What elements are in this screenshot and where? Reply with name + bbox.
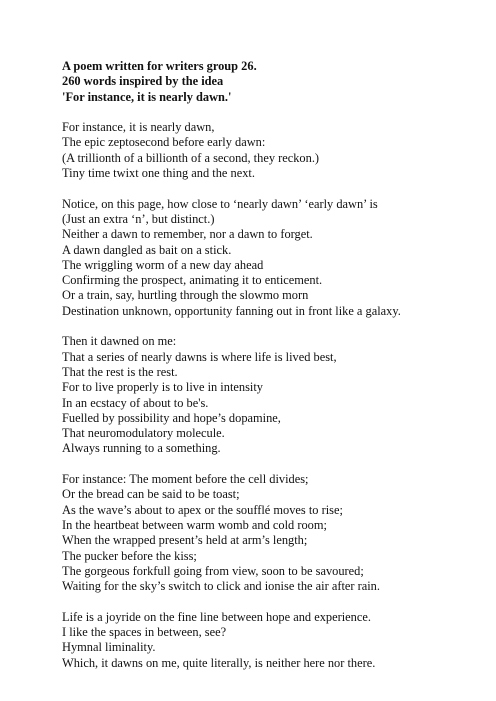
stanza-1	[62, 120, 492, 181]
stanza-5	[62, 610, 492, 671]
poem-line: Confirming the prospect, animating it to enticement.	[62, 273, 323, 288]
stanza-3	[62, 334, 492, 456]
poem-line: For instance, it is nearly dawn,	[62, 120, 215, 135]
poem-line: Destination unknown, opportunity fanning out in front like a galaxy.	[62, 303, 401, 318]
poem-line: Or the bread can be said to be toast;	[62, 487, 240, 502]
poem-line: Notice, on this page, how close to ‘nearly dawn’ ‘early dawn’ is	[62, 196, 378, 211]
poem-line: Always running to a something.	[62, 441, 221, 456]
poem-line: In an ecstacy of about to be's.	[62, 395, 209, 410]
poem-line: For instance: The moment before the cell divides;	[62, 472, 309, 487]
poem-line: The epic zeptosecond before early dawn:	[62, 135, 266, 150]
poem-line: Tiny time twixt one thing and the next.	[62, 166, 255, 181]
poem-line: Or a train, say, hurtling through the slowmo morn	[62, 288, 309, 303]
poem-line: Neither a dawn to remember, nor a dawn to forget.	[62, 227, 313, 242]
poem-line: Fuelled by possibility and hope’s dopamine,	[62, 410, 281, 425]
poem-line: Life is a joyride on the fine line between hope and experience.	[62, 609, 371, 624]
poem-line: When the wrapped present’s held at arm’s length;	[62, 533, 308, 548]
poem-line: Then it dawned on me:	[62, 334, 177, 349]
stanza-4	[62, 472, 492, 594]
poem-line: As the wave’s about to apex or the soufflé moves to rise;	[62, 502, 343, 517]
poem-line: I like the spaces in between, see?	[62, 624, 227, 639]
stanza-2	[62, 197, 492, 319]
poem-line: That the rest is the rest.	[62, 364, 178, 379]
poem-line: The gorgeous forkfull going from view, soon to be savoured;	[62, 563, 364, 578]
poem-line: Which, it dawns on me, quite literally, is neither here nor there.	[62, 655, 376, 670]
poem-line: A dawn dangled as bait on a stick.	[62, 242, 232, 257]
poem-line: That a series of nearly dawns is where life is lived best,	[62, 349, 337, 364]
heading-line: A poem written for writers group 26.	[62, 59, 257, 73]
heading-line: 260 words inspired by the idea	[62, 74, 224, 89]
heading-line: 'For instance, it is nearly dawn.'	[62, 89, 232, 104]
poem-line: For to live properly is to live in intensity	[62, 380, 263, 395]
poem-line: In the heartbeat between warm womb and cold room;	[62, 517, 327, 532]
poem-line: That neuromodulatory molecule.	[62, 426, 225, 441]
poem-line: Hymnal liminality.	[62, 640, 156, 655]
poem-line: Waiting for the sky’s switch to click and ionise the air after rain.	[62, 579, 380, 594]
poem-heading	[62, 59, 492, 105]
poem-page	[62, 59, 492, 686]
poem-line: The wriggling worm of a new day ahead	[62, 257, 264, 272]
poem-line: The pucker before the kiss;	[62, 548, 197, 563]
poem-line: (A trillionth of a billionth of a second, they reckon.)	[62, 150, 320, 165]
poem-line: (Just an extra ‘n’, but distinct.)	[62, 211, 215, 226]
